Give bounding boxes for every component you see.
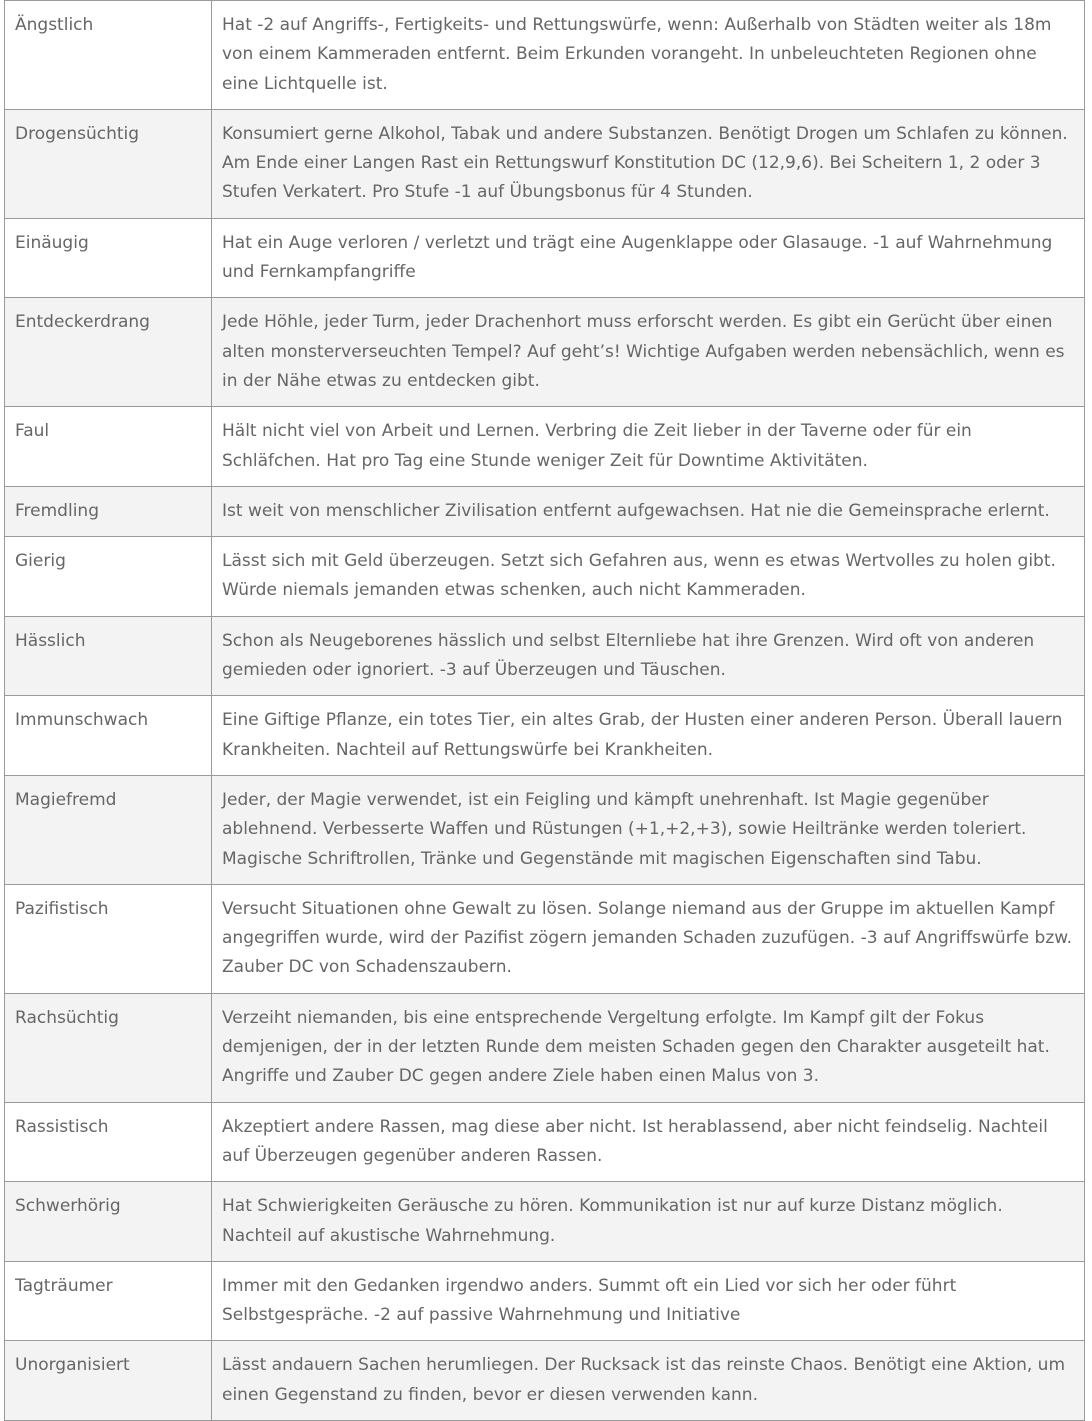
trait-name: Gierig — [5, 537, 212, 617]
trait-name: Magiefremd — [5, 775, 212, 884]
table-row — [5, 298, 1085, 407]
trait-name: Fremdling — [5, 486, 212, 536]
table-row — [5, 616, 1085, 696]
trait-description: Lässt andauern Sachen herumliegen. Der Rucksack ist das reinste Chaos. Benötigt eine Aktion, um einen Gegenstand zu finden, bevor er diesen verwenden kann. — [212, 1341, 1085, 1421]
trait-description: Jeder, der Magie verwendet, ist ein Feigling und kämpft unehrenhaft. Ist Magie gegenüber ablehnend. Verbesserte Waffen und Rüstungen (+1,+2,+3), sowie Heiltränke werden toleriert. Magische Schriftrollen, Tränke und Gegenstände mit magischen Eigenschaften sind Tabu. — [212, 775, 1085, 884]
trait-description: Schon als Neugeborenes hässlich und selbst Elternliebe hat ihre Grenzen. Wird oft von anderen gemieden oder ignoriert. -3 auf Überzeugen und Täuschen. — [212, 616, 1085, 696]
trait-name: Drogensüchtig — [5, 109, 212, 218]
table-row — [5, 218, 1085, 298]
trait-name: Ängstlich — [5, 1, 212, 110]
trait-name: Hässlich — [5, 616, 212, 696]
table-row — [5, 775, 1085, 884]
trait-description: Konsumiert gerne Alkohol, Tabak und andere Substanzen. Benötigt Drogen um Schlafen zu können. Am Ende einer Langen Rast ein Rettungswurf Konstitution DC (12,9,6). Bei Scheitern 1, 2 oder 3 Stufen Verkatert. Pro Stufe -1 auf Übungsbonus für 4 Stunden. — [212, 109, 1085, 218]
table-row — [5, 696, 1085, 776]
trait-name: Rassistisch — [5, 1102, 212, 1182]
trait-name: Tagträumer — [5, 1261, 212, 1341]
trait-name: Immunschwach — [5, 696, 212, 776]
table-row — [5, 1102, 1085, 1182]
traits-table — [4, 0, 1085, 1421]
trait-description: Eine Giftige Pflanze, ein totes Tier, ein altes Grab, der Husten einer anderen Person. Überall lauern Krankheiten. Nachteil auf Rettungswürfe bei Krankheiten. — [212, 696, 1085, 776]
table-row — [5, 1341, 1085, 1421]
trait-name: Faul — [5, 407, 212, 487]
table-row — [5, 993, 1085, 1102]
trait-description: Hat -2 auf Angriffs-, Fertigkeits- und Rettungswürfe, wenn: Außerhalb von Städten weiter als 18m von einem Kammeraden entfernt. Beim Erkunden vorangeht. In unbeleuchteten Regionen ohne eine Lichtquelle ist. — [212, 1, 1085, 110]
table-row — [5, 884, 1085, 993]
trait-name: Rachsüchtig — [5, 993, 212, 1102]
table-row — [5, 1261, 1085, 1341]
table-row — [5, 1182, 1085, 1262]
traits-table-body — [5, 1, 1085, 1421]
trait-name: Pazifistisch — [5, 884, 212, 993]
trait-description: Ist weit von menschlicher Zivilisation entfernt aufgewachsen. Hat nie die Gemeinsprache erlernt. — [212, 486, 1085, 536]
table-row — [5, 486, 1085, 536]
trait-description: Immer mit den Gedanken irgendwo anders. Summt oft ein Lied vor sich her oder führt Selbstgespräche. -2 auf passive Wahrnehmung und Initiative — [212, 1261, 1085, 1341]
trait-name: Einäugig — [5, 218, 212, 298]
trait-description: Versucht Situationen ohne Gewalt zu lösen. Solange niemand aus der Gruppe im aktuellen Kampf angegriffen wurde, wird der Pazifist zögern jemanden Schaden zuzufügen. -3 auf Angriffswürfe bzw. Zauber DC von Schadenszaubern. — [212, 884, 1085, 993]
table-row — [5, 407, 1085, 487]
trait-description: Hat ein Auge verloren / verletzt und trägt eine Augenklappe oder Glasauge. -1 auf Wahrnehmung und Fernkampfangriffe — [212, 218, 1085, 298]
trait-description: Hat Schwierigkeiten Geräusche zu hören. Kommunikation ist nur auf kurze Distanz möglich. Nachteil auf akustische Wahrnehmung. — [212, 1182, 1085, 1262]
trait-name: Entdeckerdrang — [5, 298, 212, 407]
trait-description: Verzeiht niemanden, bis eine entsprechende Vergeltung erfolgte. Im Kampf gilt der Fokus demjenigen, der in der letzten Runde dem meisten Schaden gegen den Charakter ausgeteilt hat. Angriffe und Zauber DC gegen andere Ziele haben einen Malus von 3. — [212, 993, 1085, 1102]
trait-description: Akzeptiert andere Rassen, mag diese aber nicht. Ist herablassend, aber nicht feindselig. Nachteil auf Überzeugen gegenüber anderen Rassen. — [212, 1102, 1085, 1182]
trait-description: Hält nicht viel von Arbeit und Lernen. Verbring die Zeit lieber in der Taverne oder für ein Schläfchen. Hat pro Tag eine Stunde weniger Zeit für Downtime Aktivitäten. — [212, 407, 1085, 487]
table-row — [5, 109, 1085, 218]
trait-name: Schwerhörig — [5, 1182, 212, 1262]
trait-name: Unorganisiert — [5, 1341, 212, 1421]
trait-description: Lässt sich mit Geld überzeugen. Setzt sich Gefahren aus, wenn es etwas Wertvolles zu holen gibt. Würde niemals jemanden etwas schenken, auch nicht Kammeraden. — [212, 537, 1085, 617]
table-row — [5, 537, 1085, 617]
table-row — [5, 1, 1085, 110]
trait-description: Jede Höhle, jeder Turm, jeder Drachenhort muss erforscht werden. Es gibt ein Gerücht über einen alten monsterverseuchten Tempel? Auf geht’s! Wichtige Aufgaben werden nebensächlich, wenn es in der Nähe etwas zu entdecken gibt. — [212, 298, 1085, 407]
